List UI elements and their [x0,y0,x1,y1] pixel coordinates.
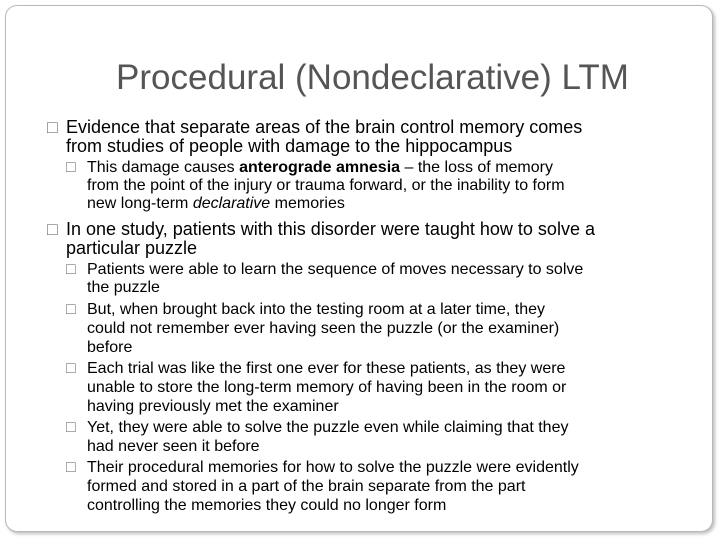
sub-bullet-icon: □ [66,301,76,318]
sub-bullet-line: could not remember ever having seen the puzzle (or the examiner) [87,320,560,337]
sub-bullet-line: controlling the memories they could no longer form [87,497,447,514]
sub-text-bold: anterograde amnesia [239,159,401,176]
sub-bullet-icon: □ [66,419,76,436]
sub-bullet-1-line-1 [87,159,553,177]
sub-bullet-icon: □ [66,360,76,377]
sub-bullet-line: the puzzle [87,279,160,296]
sub-bullet-icon: □ [66,159,76,176]
sub-bullet-icon: □ [66,459,76,476]
bullet-2-line-1: In one study, patients with this disorder were taught how to solve a [66,219,595,239]
sub-bullet-line: Their procedural memories for how to solve the puzzle were evidently [87,459,579,476]
sub-bullet-line: Each trial was like the first one ever for these patients, as they were [87,360,566,377]
sub-text: This damage causes [87,159,240,176]
sub-bullet-line: unable to store the long-term memory of having been in the room or [87,379,567,396]
sub-bullet-line: had never seen it before [87,438,260,455]
sub-bullet-line: Yet, they were able to solve the puzzle even while claiming that they [87,419,569,436]
sub-bullet-icon: □ [66,261,76,278]
bullet-1-line-1: Evidence that separate areas of the brain control memory comes [66,117,583,137]
sub-bullet-1-line-2: from the point of the injury or trauma forward, or the inability to form [87,177,565,194]
bullet-icon: □ [47,117,58,137]
slide-title: Procedural (Nondeclarative) LTM [116,58,629,97]
sub-bullet-1-line-3 [87,195,345,213]
sub-bullet-line: But, when brought back into the testing room at a later time, they [87,301,546,318]
sub-text: new long-term [87,195,193,212]
sub-bullet-line: formed and stored in a part of the brain separate from the part [87,478,526,495]
bullet-2-line-2: particular puzzle [66,238,198,258]
sub-text: memories [270,195,345,212]
sub-bullet-line: Patients were able to learn the sequence of moves necessary to solve [87,261,584,278]
bullet-1-line-2: from studies of people with damage to the hippocampus [66,136,513,156]
sub-bullet-line: having previously met the examiner [87,398,339,415]
sub-bullet-line: before [87,339,133,356]
sub-text: – the loss of memory [400,159,553,176]
bullet-icon: □ [47,219,58,239]
sub-text-italic: declarative [192,195,271,212]
